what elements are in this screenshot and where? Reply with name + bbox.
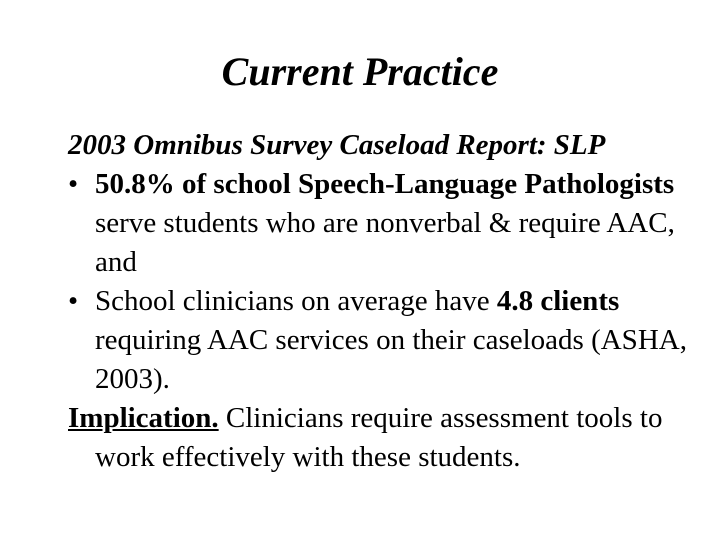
bullet-item — [68, 165, 698, 282]
slide-title: Current Practice — [221, 49, 499, 94]
bullet-bold-lead: 50.8% of school Speech-Language Pathologists — [95, 168, 675, 200]
bullet-bold: 4.8 clients — [496, 285, 620, 317]
implication — [68, 399, 698, 477]
slide-body — [68, 126, 698, 477]
survey-subheading: 2003 Omnibus Survey Caseload Report: SLP — [68, 129, 606, 161]
bullet-lead: School clinicians on average have — [95, 285, 497, 317]
implication-label: Implication. — [68, 402, 219, 434]
bullet-icon: • — [68, 285, 79, 317]
bullet-icon: • — [68, 168, 79, 200]
bullet-item — [68, 282, 698, 399]
bullet-text: serve students who are nonverbal & require AAC, and — [95, 207, 675, 278]
implication-text: Clinicians require assessment tools to work effectively with these students. — [95, 402, 663, 473]
bullet-text: requiring AAC services on their caseloads (ASHA, 2003). — [95, 324, 687, 395]
